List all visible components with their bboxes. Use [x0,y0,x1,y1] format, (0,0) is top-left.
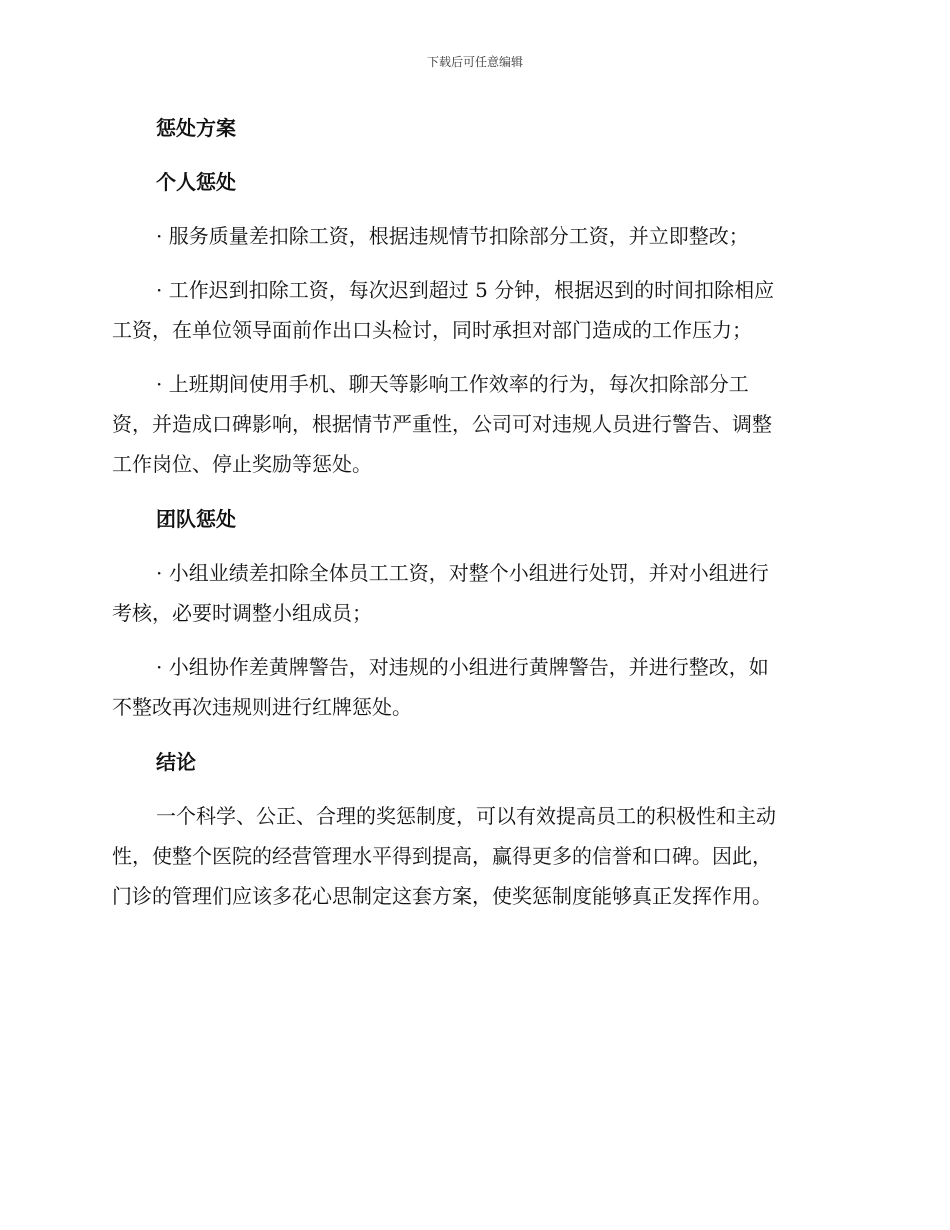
team-item-performance [112,553,836,633]
paragraph-line: 工作岗位、停止奖励等惩处。 [112,452,372,476]
paragraph-line: · 服务质量差扣除工资，根据违规情节扣除部分工资，并立即整改； [156,224,749,248]
conclusion-paragraph [112,796,836,916]
paragraph-line: · 工作迟到扣除工资，每次迟到超过 5 分钟，根据迟到的时间扣除相应 [156,278,775,302]
paragraph-line: · 上班期间使用手机、聊天等影响工作效率的行为，每次扣除部分工 [156,372,749,396]
paragraph-line: 考核，必要时调整小组成员； [112,601,372,625]
personal-item-lateness [112,270,836,350]
paragraph-line: 工资，在单位领导面前作出口头检讨，同时承担对部门造成的工作压力； [112,318,752,342]
personal-item-service-quality [112,216,836,256]
paragraph-line: · 小组协作差黄牌警告，对违规的小组进行黄牌警告，并进行整改，如 [156,655,769,679]
page-header-note: 下载后可任意编辑 [426,55,523,69]
paragraph-line: · 小组业绩差扣除全体员工工资，对整个小组进行处罚，并对小组进行 [156,561,769,585]
document-body [112,108,836,916]
team-item-cooperation [112,647,836,727]
heading-conclusion: 结论 [156,750,196,774]
paragraph-line: 门诊的管理们应该多花心思制定这套方案，使奖惩制度能够真正发挥作用。 [112,884,772,908]
paragraph-line: 资，并造成口碑影响，根据情节严重性，公司可对违规人员进行警告、调整 [112,412,772,436]
paragraph-line: 性，使整个医院的经营管理水平得到提高，赢得更多的信誉和口碑。因此， [112,844,772,868]
paragraph-line: 一个科学、公正、合理的奖惩制度，可以有效提高员工的积极性和主动 [156,804,776,828]
heading-team-penalty: 团队惩处 [156,507,236,531]
paragraph-line: 不整改再次违规则进行红牌惩处。 [112,695,412,719]
heading-personal-penalty: 个人惩处 [156,170,236,194]
personal-item-phone-use [112,364,836,484]
section-title-penalty-plan: 惩处方案 [156,116,236,140]
